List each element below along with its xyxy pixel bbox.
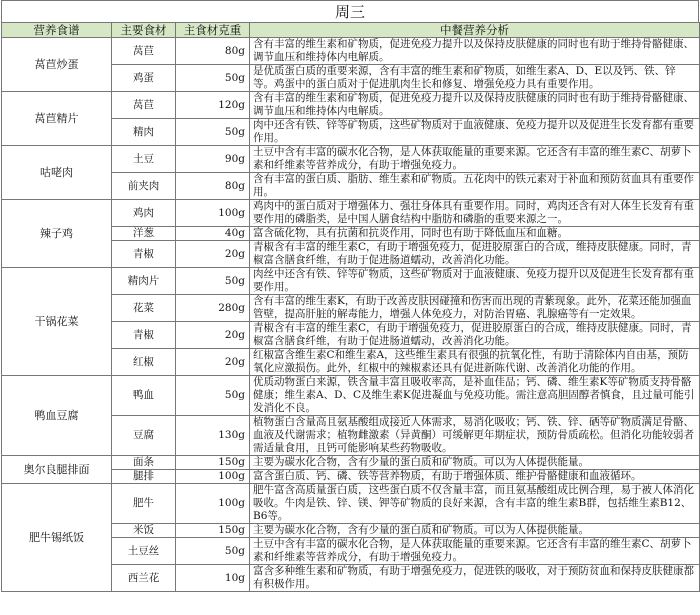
dish-name: 肥牛锡纸饭: [2, 484, 112, 592]
analysis-cell: 富含硫化物，具有抗菌和抗炎作用，同时也有助于降低血压和血糖。: [250, 227, 700, 241]
analysis-cell: 含有丰富的维生素和矿物质，促进免疫力提升以及保持皮肤健康的同时也有助于维持骨骼健康、调节血压和维持体内电解质。: [250, 38, 700, 65]
analysis-cell: 青椒含有丰富的维生素C，有助于增强免疫力，促进胶原蛋白的合成，维持皮肤健康。同时，青椒富含膳食纤维，有助于促进肠道蠕动，改善消化功能。: [250, 322, 700, 349]
weight-cell: 50g: [176, 65, 250, 92]
table-row: [2, 268, 700, 295]
analysis-cell: 青椒含有丰富的维生素C，有助于增强免疫力，促进胶原蛋白的合成，维持皮肤健康。同时，青椒富含膳食纤维，有助于促进肠道蠕动，改善消化功能。: [250, 241, 700, 268]
analysis-cell: 土豆中含有丰富的碳水化合物，是人体获取能量的重要来源。它还含有丰富的维生素C、胡萝卜素和纤维素等营养成分，有助于增强免疫力。: [250, 538, 700, 565]
ingredient-cell: 精肉: [112, 119, 176, 146]
table-row: [2, 456, 700, 470]
analysis-cell: 含有丰富的维生素和矿物质，促进免疫力提升以及保持皮肤健康的同时也有助于维持骨骼健康、调节血压和维持体内电解质。: [250, 92, 700, 119]
analysis-cell: 鸡肉中的蛋白质对于增强体力、强壮身体具有重要作用。同时，鸡肉还含有对人体生长发育有重要作用的磷脂类，是中国人膳食结构中脂肪和磷脂的重要来源之一。: [250, 200, 700, 227]
analysis-cell: 主要为碳水化合物，含有少量的蛋白质和矿物质。可以为人体提供能量。: [250, 456, 700, 470]
ingredient-cell: 青椒: [112, 322, 176, 349]
ingredient-cell: 鸡蛋: [112, 65, 176, 92]
weight-cell: 50g: [176, 119, 250, 146]
header-dish: 营养食谱: [2, 23, 112, 38]
ingredient-cell: 莴苣: [112, 92, 176, 119]
analysis-cell: 富含蛋白质、钙、磷、铁等营养物质，有助于增强体质、维护骨骼健康和血液循环。: [250, 470, 700, 484]
weight-cell: 80g: [176, 38, 250, 65]
weight-cell: 10g: [176, 565, 250, 592]
weight-cell: 280g: [176, 295, 250, 322]
weight-cell: 80g: [176, 173, 250, 200]
table-row: [2, 200, 700, 227]
ingredient-cell: 精肉片: [112, 268, 176, 295]
table-row: [2, 146, 700, 173]
weight-cell: 20g: [176, 322, 250, 349]
dish-name: 咕咾肉: [2, 146, 112, 200]
weight-cell: 100g: [176, 484, 250, 524]
ingredient-cell: 米饭: [112, 524, 176, 538]
weight-cell: 130g: [176, 416, 250, 456]
ingredient-cell: 面条: [112, 456, 176, 470]
header-row: [2, 23, 700, 38]
analysis-cell: 红椒富含维生素C和维生素A，这些维生素具有很强的抗氧化性，有助于清除体内自由基，预防氧化应激损伤。此外，红椒中的辣椒素还具有促进新陈代谢、改善消化功能的作用。: [250, 349, 700, 376]
analysis-cell: 肉中还含有铁、锌等矿物质，这些矿物质对于血液健康、免疫力提升以及促进生长发育都有重要作用。: [250, 119, 700, 146]
ingredient-cell: 豆腐: [112, 416, 176, 456]
weight-cell: 40g: [176, 227, 250, 241]
analysis-cell: 富含多种维生素和矿物质，有助于增强免疫力，促进铁的吸收，对于预防贫血和保持皮肤健康都有积极作用。: [250, 565, 700, 592]
weight-cell: 100g: [176, 200, 250, 227]
weight-cell: 50g: [176, 538, 250, 565]
ingredient-cell: 红椒: [112, 349, 176, 376]
ingredient-cell: 肥牛: [112, 484, 176, 524]
analysis-cell: 土豆中含有丰富的碳水化合物，是人体获取能量的重要来源。它还含有丰富的维生素C、胡萝卜素和纤维素等营养成分，有助于增强免疫力。: [250, 146, 700, 173]
weight-cell: 50g: [176, 268, 250, 295]
ingredient-cell: 西兰花: [112, 565, 176, 592]
analysis-cell: 肉丝中还含有铁、锌等矿物质，这些矿物质对于血液健康、免疫力提升以及促进生长发育都有重要作用。: [250, 268, 700, 295]
weight-cell: 100g: [176, 470, 250, 484]
ingredient-cell: 鸡肉: [112, 200, 176, 227]
analysis-cell: 含有丰富的蛋白质、脂肪、维生素和矿物质。五花肉中的铁元素对于补血和预防贫血具有重要作用。: [250, 173, 700, 200]
nutrition-table: [1, 22, 700, 592]
weight-cell: 150g: [176, 456, 250, 470]
weight-cell: 150g: [176, 524, 250, 538]
table-row: [2, 376, 700, 416]
dish-name: 莴苣精片: [2, 92, 112, 146]
dish-name: 辣子鸡: [2, 200, 112, 268]
analysis-cell: 是优质蛋白质的重要来源，含有丰富的维生素和矿物质，如维生素A、D、E以及钙、铁、锌等。鸡蛋中的蛋白质对于促进肌肉生长和修复、增强免疫力具有重要作用。: [250, 65, 700, 92]
table-row: [2, 38, 700, 65]
weight-cell: 20g: [176, 241, 250, 268]
analysis-cell: 主要为碳水化合物，含有少量的蛋白质和矿物质。可以为人体提供能量。: [250, 524, 700, 538]
ingredient-cell: 土豆: [112, 146, 176, 173]
ingredient-cell: 青椒: [112, 241, 176, 268]
header-analysis: 中餐营养分析: [250, 23, 700, 38]
analysis-cell: 肥牛富含高质量蛋白质，这些蛋白质不仅含量丰富，而且氨基酸组成比例合理，易于被人体消化吸收。牛肉是铁、锌、镁、钾等矿物质的良好来源，含有丰富的维生素B群，包括维生素B12、B6等。: [250, 484, 700, 524]
dish-name: 莴苣炒蛋: [2, 38, 112, 92]
ingredient-cell: 洋葱: [112, 227, 176, 241]
page-title: 周三: [1, 0, 699, 22]
header-weight: 主食材克重: [176, 23, 250, 38]
analysis-cell: 植物蛋白含量高且氨基酸组成接近人体需求，易消化吸收；钙、铁、锌、硒等矿物质满足骨骼、血液及代谢需求；植物雌激素（异黄酮）可缓解更年期症状，预防骨质疏松。但消化功能较弱者需适量食用，且钙可能影响某些药物吸收。: [250, 416, 700, 456]
ingredient-cell: 土豆丝: [112, 538, 176, 565]
dish-name: 奥尔良腿排面: [2, 456, 112, 484]
weight-cell: 90g: [176, 146, 250, 173]
analysis-cell: 含有丰富的维生素K，有助于改善皮肤因碰撞和伤害而出现的青紫现象。此外，花菜还能加强血管壁，提高肝脏的解毒能力，增强人体免疫力，对防治胃癌、乳腺癌等有一定效果。: [250, 295, 700, 322]
ingredient-cell: 莴苣: [112, 38, 176, 65]
table-row: [2, 484, 700, 524]
header-ingredient: 主要食材: [112, 23, 176, 38]
dish-name: 鸭血豆腐: [2, 376, 112, 456]
weight-cell: 120g: [176, 92, 250, 119]
ingredient-cell: 腿排: [112, 470, 176, 484]
weight-cell: 50g: [176, 376, 250, 416]
analysis-cell: 优质动物蛋白来源，铁含量丰富且吸收率高，是补血佳品；钙、磷、维生素K等矿物质支持骨骼健康；维生素A、D、C及维生素K促进凝血与免疫功能。需注意高胆固醇者慎食，且过量可能引发消化不良。: [250, 376, 700, 416]
dish-name: 干锅花菜: [2, 268, 112, 376]
ingredient-cell: 鸭血: [112, 376, 176, 416]
weight-cell: 20g: [176, 349, 250, 376]
ingredient-cell: 前夹肉: [112, 173, 176, 200]
ingredient-cell: 花菜: [112, 295, 176, 322]
table-row: [2, 92, 700, 119]
table-body: [2, 38, 700, 592]
